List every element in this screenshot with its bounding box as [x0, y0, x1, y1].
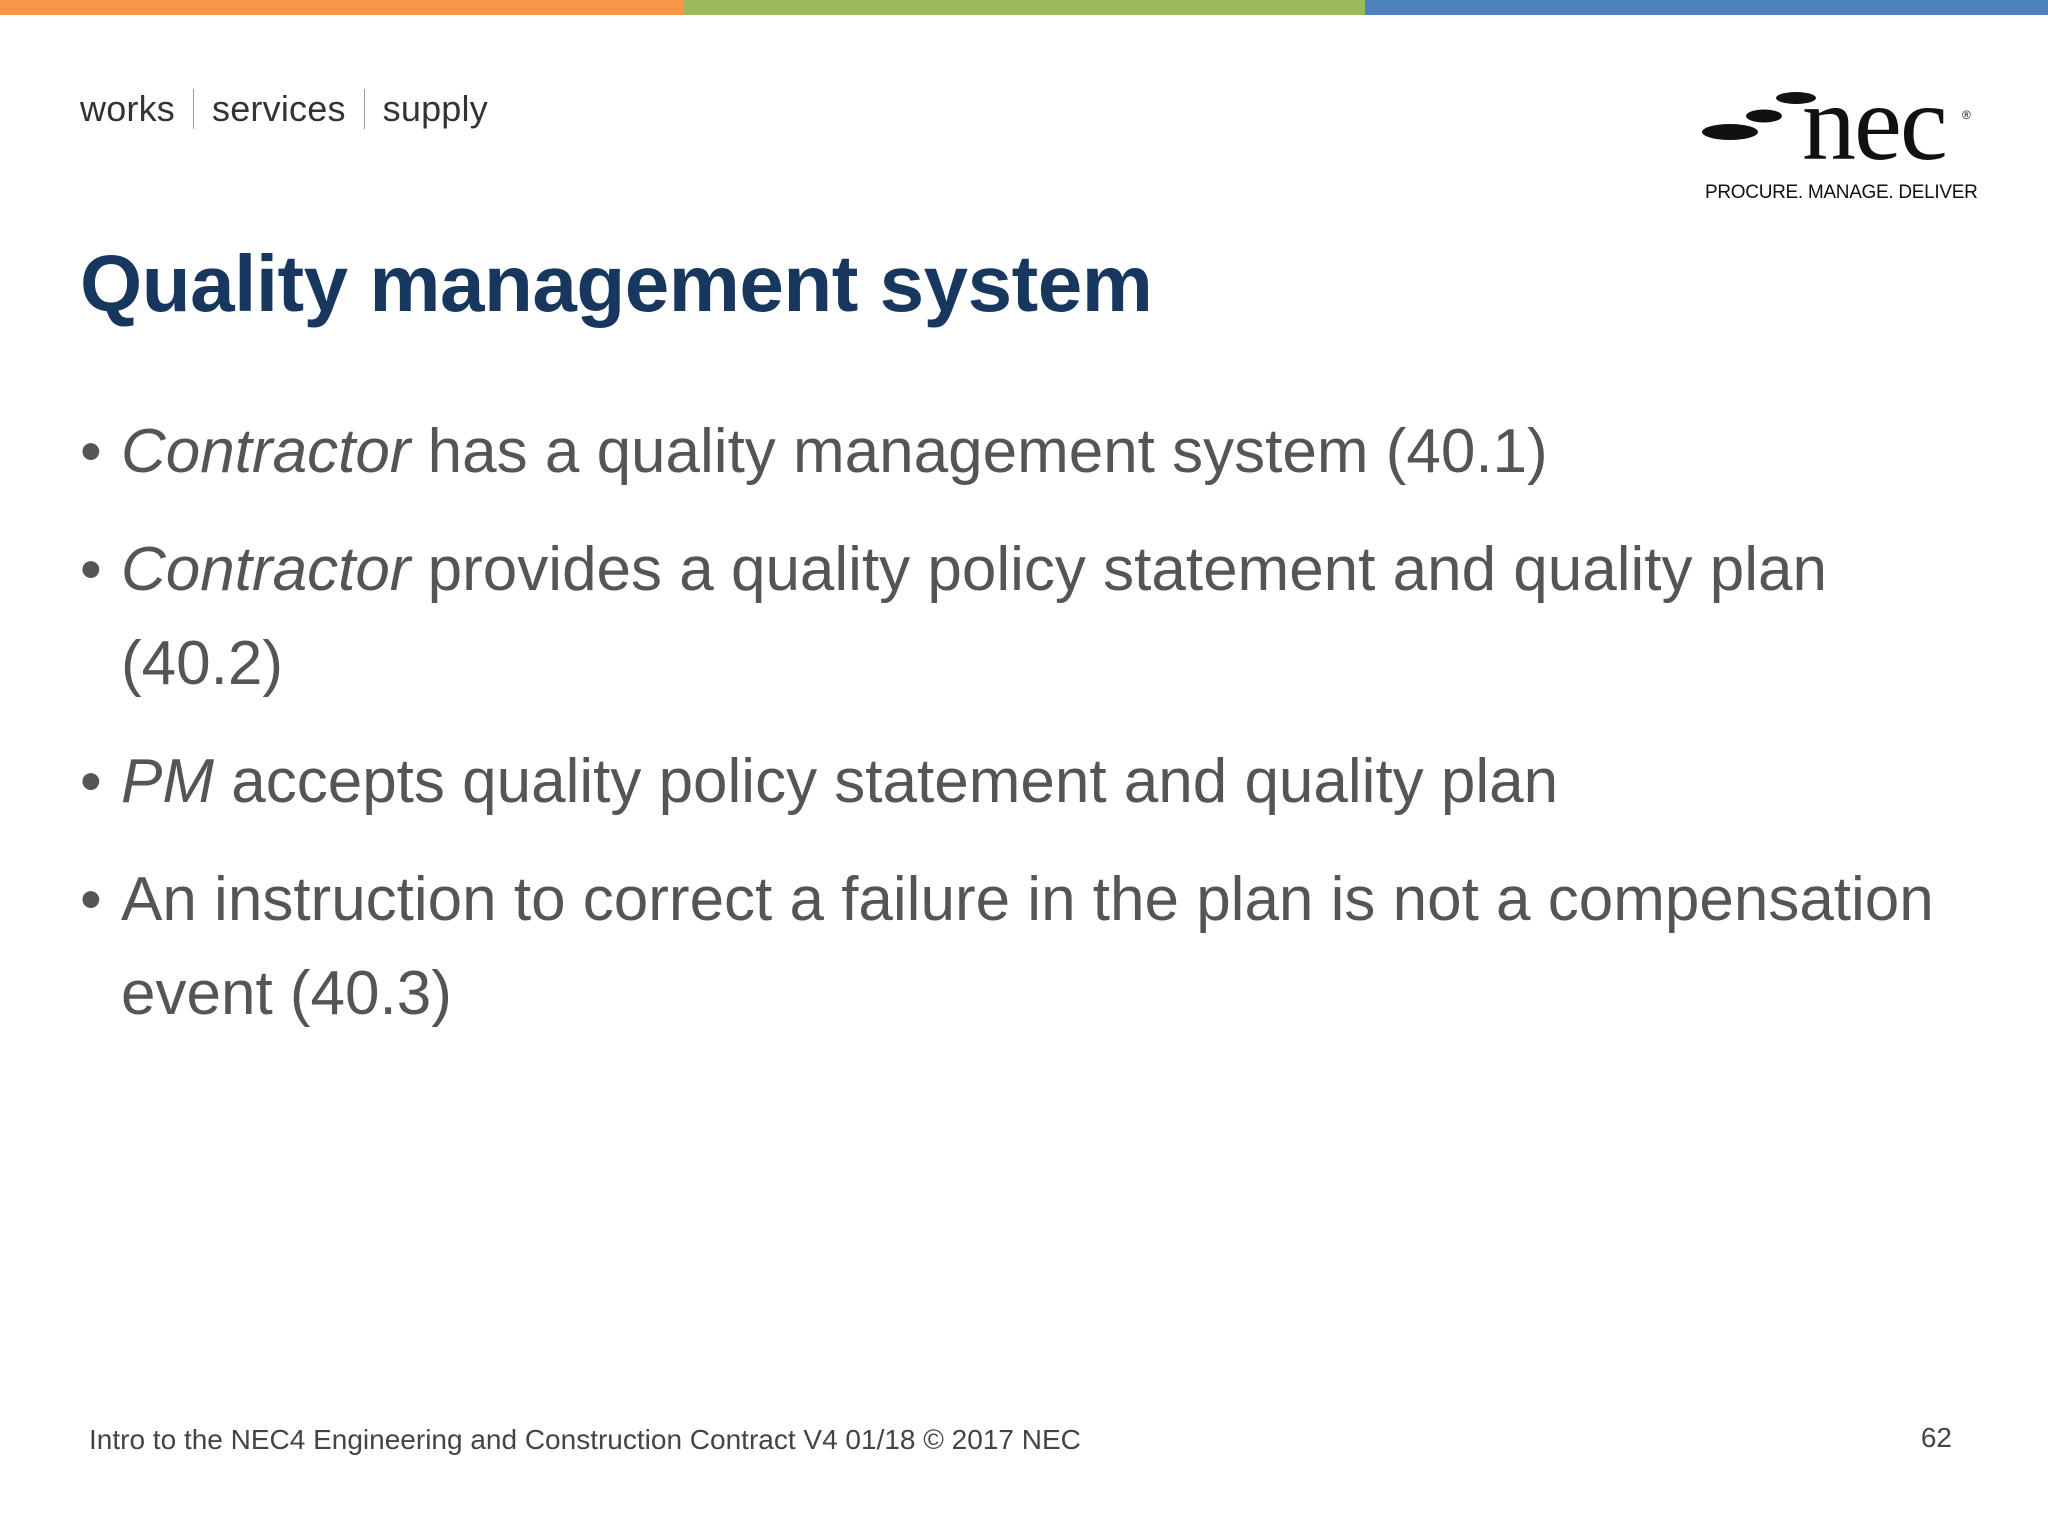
bullet-emphasis: Contractor	[121, 417, 411, 486]
bullet-item	[80, 405, 1940, 499]
bullet-text: An instruction to correct a failure in the plan is not a compensation event (40.3)	[121, 865, 1934, 1028]
tagline-supply: supply	[382, 88, 488, 129]
top-bar-blue	[1365, 0, 2048, 15]
bullet-emphasis: PM	[121, 747, 214, 816]
bullet-text: has a quality management system (40.1)	[410, 417, 1548, 486]
bullet-item	[80, 523, 1940, 711]
tagline-works: works	[80, 88, 176, 129]
bullet-emphasis: Contractor	[121, 535, 411, 604]
tagline-services: services	[212, 88, 346, 129]
bullet-item	[80, 735, 1940, 829]
top-bar-green	[683, 0, 1366, 15]
bullet-item	[80, 853, 1940, 1041]
slide-title: Quality management system	[80, 239, 1153, 328]
logo-tagline: PROCURE. MANAGE. DELIVER	[1705, 182, 1978, 203]
logo-wordmark: nec	[1802, 64, 1946, 183]
tagline-divider	[364, 89, 365, 129]
footer-text: Intro to the NEC4 Engineering and Construction Contract V4 01/18 © 2017 NEC	[89, 1424, 1081, 1455]
tagline-divider	[193, 89, 194, 129]
bullet-list	[80, 405, 1940, 1065]
bullet-text: provides a quality policy statement and quality plan (40.2)	[121, 535, 1827, 698]
nec-logo	[1700, 64, 1978, 206]
registered-mark: ®	[1962, 108, 1971, 122]
top-color-bar	[0, 0, 2048, 15]
top-bar-orange	[0, 0, 683, 15]
page-number: 62	[1920, 1422, 1952, 1453]
bullet-text: accepts quality policy statement and quality plan	[214, 747, 1559, 816]
header-tagline	[80, 88, 488, 130]
